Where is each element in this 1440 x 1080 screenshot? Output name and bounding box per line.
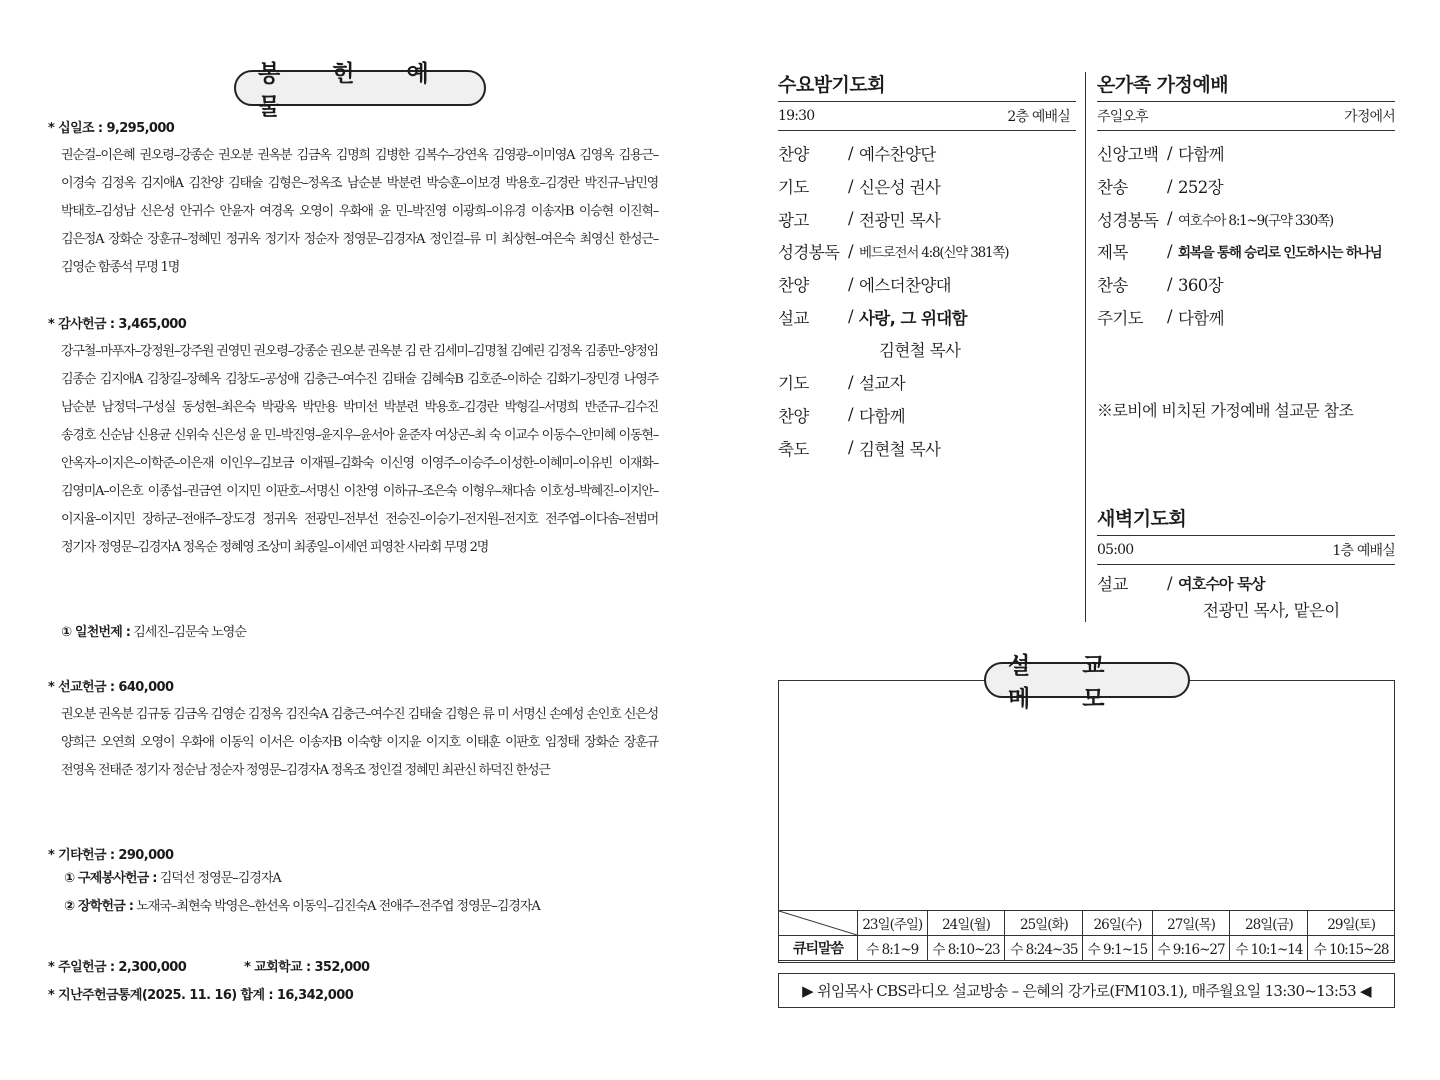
row-value: 신은성 권사 (858, 178, 941, 198)
qt-passage: 수 9:1~15 (1083, 936, 1152, 961)
qt-passage: 수 8:24~35 (1005, 936, 1083, 961)
row-value: 에스더찬양대 (858, 276, 952, 296)
family-note: ※로비에 비치된 가정예배 설교문 참조 (1097, 401, 1354, 420)
missions-heading: * 선교헌금 : 640,000 (48, 680, 174, 695)
family-order (1097, 137, 1397, 333)
row-value: 다함께 (1177, 145, 1224, 165)
offering-title: 봉 헌 예 물 (234, 70, 486, 106)
tithe-names: 권순걸–이은혜 권오령–강종순 권오분 권옥분 김금옥 김명희 김병한 김복수–강연옥 김영광–이미영A 김영옥 김용근–이경숙 김정옥 김지애A 김찬양 김태술 김형은–정옥조 남순분 박분련 박승훈–이보경 박용호–김경란 박진규–남민영 박태호–김성남 신은성 안귀수 안윤자 여경옥 오영이 우화애 윤 민–박진영 이광희–이유경 이송자B 이승현 이진혁–김은정A 장화순 장훈규–정혜민 정귀옥 정기자 정순자 정영문–김경자A 정인걸–류 미 최상현–여은숙 최영신 한성근–김영순 함종석 무명 1명 (61, 148, 658, 275)
relief-label: ① 구제봉사헌금 : (64, 871, 157, 886)
dawn-place: 1층 예배실 (1332, 543, 1395, 559)
dawn-info (1097, 535, 1395, 565)
first-fruits-label: ① 일천번제 : (61, 625, 131, 640)
wednesday-place: 2층 예배실 (1007, 109, 1070, 125)
family-row: 신앙고백 / 다함께 (1097, 137, 1397, 170)
row-label: 성경봉독 (1097, 210, 1159, 230)
totals-section (48, 959, 658, 1005)
row-label: 찬양 (778, 145, 809, 165)
family-row: 주기도 / 다함께 (1097, 300, 1397, 333)
row-value: 다함께 (1177, 308, 1224, 328)
other-section (48, 847, 658, 921)
other-heading: * 기타헌금 : 290,000 (48, 848, 174, 863)
row-label: 설교 (778, 308, 809, 328)
family-row: 찬송 / 360장 (1097, 268, 1397, 301)
tithe-heading: * 십일조 : 9,295,000 (48, 121, 175, 136)
row-label: 설교 (1097, 575, 1128, 594)
row-label: 찬송 (1097, 178, 1128, 198)
qt-passage: 수 10:1~14 (1230, 936, 1308, 961)
preacher: 김현철 목사 (879, 341, 961, 361)
row-label: 주기도 (1097, 308, 1144, 328)
qt-passage: 수 10:15~28 (1308, 936, 1395, 961)
row-label: 기도 (778, 178, 809, 198)
dawn-row: 설교 / 여호수아 묵상 (1097, 570, 1397, 596)
row-label: 광고 (778, 210, 809, 230)
qt-days-row (779, 911, 1395, 936)
row-label: 성경봉독 (778, 243, 840, 263)
dawn-title: 새벽기도회 (1097, 508, 1187, 530)
row-value: 252장 (1177, 178, 1224, 198)
missions-names: 권오분 권옥분 김규동 김금옥 김영순 김정옥 김진숙A 김충근–여수진 김태술 김형은 류 미 서명신 손예성 손인호 신은성 양희근 오연희 오영이 우화애 이동익 이서은 이송자B 이숙향 이지윤 이지호 이태훈 이판호 임정태 장화순 장훈규 전영옥 전태준 정기자 정순남 정순자 정영문–김경자A 정옥조 정인걸 정혜민 최관신 하덕진 한성근 (61, 707, 658, 778)
qt-passages-row (779, 936, 1395, 961)
family-time: 주일오후 (1097, 109, 1148, 125)
last-week-total: * 지난주헌금통계(2025. 11. 16) 합계 : 16,342,000 (48, 988, 354, 1003)
wednesday-row: 찬양 / 에스더찬양대 (778, 268, 1078, 301)
wednesday-order (778, 137, 1078, 464)
row-value: 베드로전서 4:8(신약 381쪽) (858, 245, 1009, 262)
wednesday-row: 기도 / 신은성 권사 (778, 170, 1078, 203)
memo-title: 설 교 메 모 (984, 662, 1190, 698)
row-label: 축도 (778, 439, 809, 459)
qt-day: 25일(화) (1005, 911, 1083, 936)
column-divider (1085, 72, 1086, 622)
dawn-time: 05:00 (1097, 542, 1134, 558)
row-label: 신앙고백 (1097, 145, 1159, 165)
dawn-sermon-title: 여호수아 묵상 (1177, 574, 1265, 593)
wednesday-row: 찬양 / 예수찬양단 (778, 137, 1078, 170)
first-fruits-names: 김세진–김문숙 노영순 (133, 625, 246, 640)
thanks-section (48, 316, 658, 562)
row-value: 설교자 (858, 374, 905, 394)
qt-day: 29일(토) (1308, 911, 1395, 936)
broadcast-banner: ▶ 위임목사 CBS라디오 설교방송 – 은혜의 강가로(FM103.1), 매주월요일 13:30~13:53 ◀ (778, 973, 1395, 1008)
wednesday-info (778, 101, 1076, 131)
diagonal-line-icon (779, 911, 857, 935)
totals-line-1 (48, 959, 658, 977)
row-label: 기도 (778, 374, 809, 394)
thanks-names: 강구철–마푸자–강정원–강주원 권영민 권오령–강종순 권오분 권옥분 김 란 김세미–김명철 김예린 김정옥 김종만–양정임 김종순 김지애A 김창길–장혜옥 김창도–공성애 김충근–여수진 김태술 김혜숙B 김호준–이하순 김화기–장민경 나영주 남순분 남정덕–구성실 동성현–최은숙 박광옥 박만용 박미선 박분련 박용호–김경란 박형길–서명희 반준규–김수진 송경호 신순남 신용균 신위숙 신은성 윤 민–박진영–윤지우–윤서아 윤준자 여상곤–최 숙 이교수 이동수–안미혜 이동현–안옥자–이지은–이학준–이은재 이인우–김보금 이재필–김화숙 이신영 이영주–이승주–이성한–이혜미–이유빈 이재화–김영미A–이은호 이종섭–권금연 이지민 이판호–서명신 이찬영 이하규–조은숙 이형우–채다솜 이호성–박혜진–이지안–이지율–이지민 장하군–전애주–장도경 정귀옥 전광민–전부선 전승진–이승기–전지원–전지호 전주엽–이다솜–전범머 정기자 정영문–김경자A 정옥순 정혜영 조상미 최종일–이세연 피영찬 사라회 무명 2명 (61, 344, 658, 555)
qt-passage: 수 8:1~9 (858, 936, 928, 961)
row-value: 360장 (1177, 276, 1224, 296)
row-value: 예수찬양단 (858, 145, 936, 165)
qt-day: 23일(주일) (858, 911, 928, 936)
family-row: 성경봉독 / 여호수아 8:1~9(구약 330쪽) (1097, 202, 1397, 235)
school-offering: * 교회학교 : 352,000 (244, 960, 370, 975)
thanks-heading: * 감사헌금 : 3,465,000 (48, 317, 187, 332)
row-label: 찬양 (778, 406, 809, 426)
relief-line (48, 865, 658, 893)
scholarship-label: ② 장학헌금 : (64, 899, 134, 914)
qt-table (778, 910, 1395, 961)
wednesday-row (778, 333, 1078, 366)
family-sermon-title: 회복을 통해 승리로 인도하시는 하나님 (1177, 245, 1382, 262)
first-fruits-line (48, 619, 658, 647)
qt-corner (779, 911, 858, 936)
scholarship-line (48, 893, 658, 921)
wednesday-row: 축도 / 김현철 목사 (778, 431, 1078, 464)
qt-label: 큐티말씀 (779, 936, 858, 961)
row-value: 전광민 목사 (858, 210, 941, 230)
family-row: 찬송 / 252장 (1097, 170, 1397, 203)
wednesday-row: 찬양 / 다함께 (778, 399, 1078, 432)
first-fruits-section (48, 619, 658, 647)
sermon-title: 사랑, 그 위대함 (858, 308, 967, 328)
qt-day: 26일(수) (1083, 911, 1152, 936)
row-value: 다함께 (858, 406, 905, 426)
dawn-preacher: 전광민 목사, 맡은이 (1203, 601, 1340, 620)
row-value: 여호수아 8:1~9(구약 330쪽) (1177, 212, 1333, 229)
sunday-offering: * 주일헌금 : 2,300,000 (48, 960, 187, 975)
family-row: 제목 / 회복을 통해 승리로 인도하시는 하나님 (1097, 235, 1397, 268)
qt-passage: 수 9:16~27 (1152, 936, 1230, 961)
tithe-section (48, 120, 658, 282)
qt-day: 24일(월) (927, 911, 1005, 936)
family-title: 온가족 가정예배 (1097, 74, 1229, 96)
qt-day: 28일(금) (1230, 911, 1308, 936)
relief-names: 김덕선 정영문–김경자A (159, 871, 281, 886)
row-label: 찬송 (1097, 276, 1128, 296)
missions-section (48, 679, 658, 785)
qt-day: 27일(목) (1152, 911, 1230, 936)
row-value: 김현철 목사 (858, 439, 941, 459)
scholarship-names: 노재국–최현숙 박영은–한선옥 이동익–김진숙A 전애주–전주엽 정영문–김경자A (136, 899, 540, 914)
wednesday-row: 광고 / 전광민 목사 (778, 202, 1078, 235)
qt-passage: 수 8:10~23 (927, 936, 1005, 961)
family-info (1097, 101, 1395, 131)
wednesday-time: 19:30 (778, 108, 815, 124)
row-label: 찬양 (778, 276, 809, 296)
wednesday-title: 수요밤기도회 (778, 74, 886, 96)
wednesday-row: 성경봉독 / 베드로전서 4:8(신약 381쪽) (778, 235, 1078, 268)
wednesday-row: 설교 / 사랑, 그 위대함 (778, 300, 1078, 333)
wednesday-row: 기도 / 설교자 (778, 366, 1078, 399)
row-label: 제목 (1097, 243, 1128, 263)
dawn-order (1097, 570, 1397, 622)
family-place: 가정에서 (1344, 109, 1395, 125)
